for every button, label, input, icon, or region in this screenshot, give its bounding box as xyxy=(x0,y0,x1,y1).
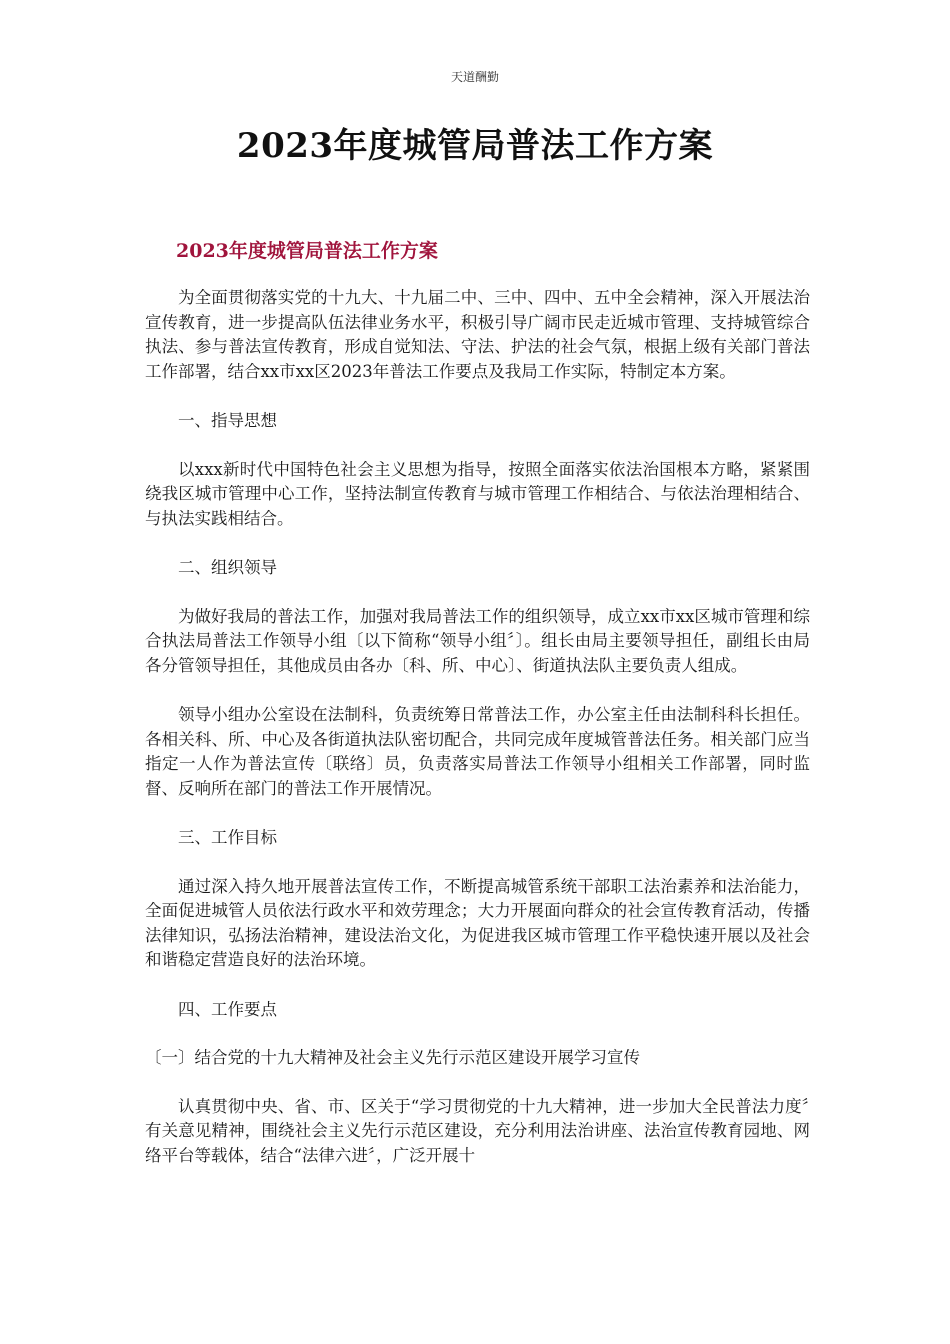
sub-heading-item-1: 〔一〕结合党的十九大精神及社会主义先行示范区建设开展学习宣传 xyxy=(145,1048,640,1067)
section-heading-goals: 三、工作目标 xyxy=(178,828,277,847)
item-1-paragraph: 认真贯彻中央、省、市、区关于“学习贯彻党的十九大精神，进一步加大全民普法力度〞有关意见精神，围绕社会主义先行示范区建设，充分利用法治讲座、法治宣传教育园地、网络平台等载体，结合“法律六进〞，广泛开展十 xyxy=(145,1096,810,1165)
guiding-thought-paragraph: 以xxx新时代中国特色社会主义思想为指导，按照全面落实依法治国根本方略，紧紧围绕我区城市管理中心工作，坚持法制宣传教育与城市管理工作相结合、与依法治理相结合、与执法实践相结合。 xyxy=(145,459,810,528)
organization-paragraph-2: 领导小组办公室设在法制科，负责统筹日常普法工作，办公室主任由法制科科长担任。各相关科、所、中心及各街道执法队密切配合，共同完成年度城管普法任务。相关部门应当指定一人作为普法宣传〔联络〕员，负责落实局普法工作领导小组相关工作部署，同时监督、反响所在部门的普法工作开展情况。 xyxy=(145,705,810,798)
section-heading-organization: 二、组织领导 xyxy=(178,558,277,577)
intro-paragraph: 为全面贯彻落实党的十九大、十九届二中、三中、四中、五中全会精神，深入开展法治宣传教育，进一步提高队伍法律业务水平，积极引导广阔市民走近城市管理、支持城管综合执法、参与普法宣传教育，形成自觉知法、守法、护法的社会气氛，根据上级有关部门普法工作部署，结合xx市xx区2023年普法工作要点及我局工作实际，特制定本方案。 xyxy=(145,288,810,381)
document-subtitle: 2023年度城管局普法工作方案 xyxy=(176,240,438,262)
organization-paragraph-1: 为做好我局的普法工作，加强对我局普法工作的组织领导，成立xx市xx区城市管理和综合执法局普法工作领导小组〔以下简称“领导小组〞〕。组长由局主要领导担任，副组长由局各分管领导担任，其他成员由各办〔科、所、中心〕、街道执法队主要负责人组成。 xyxy=(145,606,810,675)
section-heading-guiding-thought: 一、指导思想 xyxy=(178,411,277,430)
document-title: 2023年度城管局普法工作方案 xyxy=(236,126,714,166)
goals-paragraph: 通过深入持久地开展普法宣传工作，不断提高城管系统干部职工法治素养和法治能力，全面促进城管人员依法行政水平和效劳理念；大力开展面向群众的社会宣传教育活动，传播法律知识，弘扬法治精神，建设法治文化，为促进我区城市管理工作平稳快速开展以及社会和谐稳定营造良好的法治环境。 xyxy=(145,876,810,969)
section-heading-key-points: 四、工作要点 xyxy=(178,999,277,1019)
page-header-note: 天道酬勤 xyxy=(450,70,499,84)
document-body xyxy=(145,286,810,1193)
